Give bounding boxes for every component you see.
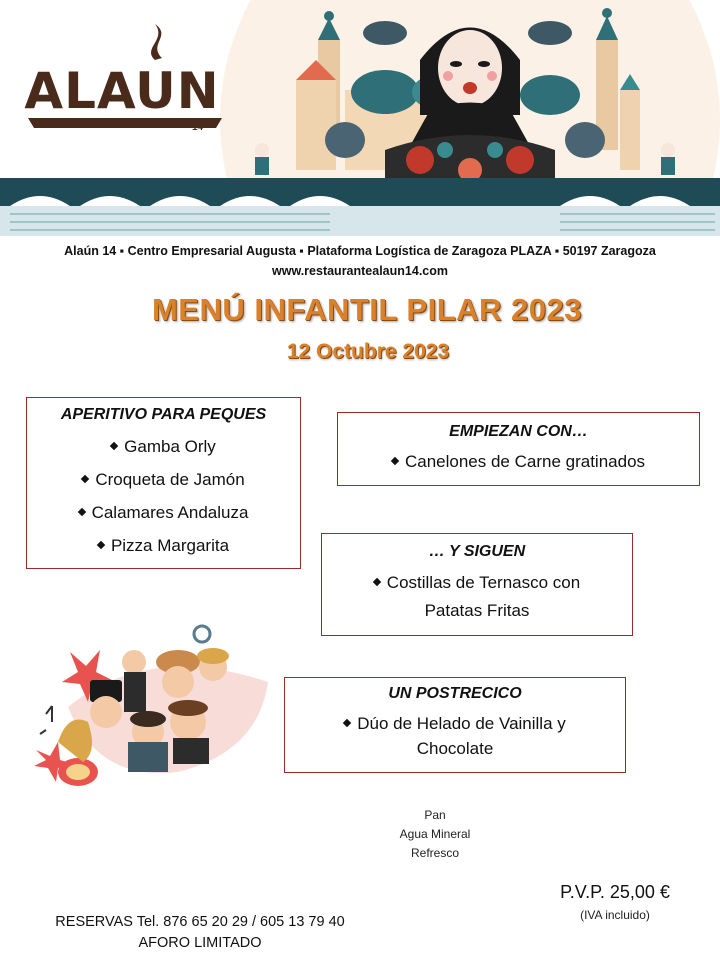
- menu-item: Croqueta de Jamón: [27, 470, 300, 490]
- kids-band-illustration: [28, 622, 278, 797]
- menu-item: Calamares Andaluza: [27, 503, 300, 523]
- menu-price: P.V.P. 25,00 €: [560, 882, 670, 902]
- postre-section: [284, 677, 626, 773]
- restaurant-address: Alaún 14 ▪ Centro Empresarial Augusta ▪ Plataforma Logística de Zaragoza PLAZA ▪ 50197 Zaragoza: [64, 244, 656, 258]
- siguen-title: … Y SIGUEN: [428, 543, 526, 560]
- menu-item: Costillas de Ternasco con: [322, 573, 632, 593]
- empiezan-section: [337, 412, 700, 486]
- aperitivo-section: [26, 397, 301, 569]
- aperitivo-title: APERITIVO PARA PEQUES: [60, 406, 267, 423]
- menu-item: Pizza Margarita: [27, 536, 300, 556]
- logo-name: ALAUN: [24, 62, 220, 120]
- postre-title: UN POSTRECICO: [388, 685, 522, 702]
- diamond-bullet-icon: [373, 578, 381, 586]
- restaurant-logo: [22, 10, 232, 140]
- menu-title: MENÚ INFANTIL PILAR 2023: [151, 292, 582, 327]
- siguen-section: [321, 533, 633, 636]
- tax-note: (IVA incluido): [580, 908, 650, 922]
- empiezan-title: EMPIEZAN CON…: [449, 423, 588, 440]
- reservations-info: [30, 912, 370, 954]
- diamond-bullet-icon: [110, 442, 118, 450]
- menu-item: Gamba Orly: [27, 437, 300, 457]
- menu-item: Dúo de Helado de Vainilla y: [285, 714, 625, 734]
- included-extras: [360, 806, 510, 863]
- kids-illustration: [28, 622, 278, 797]
- menu-item-continued: Chocolate: [416, 739, 494, 758]
- diamond-bullet-icon: [343, 719, 351, 727]
- extra-item: Pan: [424, 808, 446, 822]
- logo-number: 14: [192, 122, 204, 133]
- extra-item: Agua Mineral: [399, 827, 471, 841]
- reservations-phone: RESERVAS Tel. 876 65 20 29 / 605 13 79 40: [55, 914, 345, 930]
- limited-capacity: AFORO LIMITADO: [138, 935, 262, 951]
- menu-date: 12 Octubre 2023: [286, 340, 450, 363]
- diamond-bullet-icon: [77, 508, 85, 516]
- extra-item: Refresco: [410, 846, 460, 860]
- diamond-bullet-icon: [97, 541, 105, 549]
- diamond-bullet-icon: [81, 475, 89, 483]
- menu-item: Canelones de Carne gratinados: [338, 452, 699, 472]
- diamond-bullet-icon: [391, 457, 399, 465]
- menu-item-continued: Patatas Fritas: [424, 601, 530, 620]
- restaurant-website[interactable]: www.restaurantealaun14.com: [272, 264, 448, 278]
